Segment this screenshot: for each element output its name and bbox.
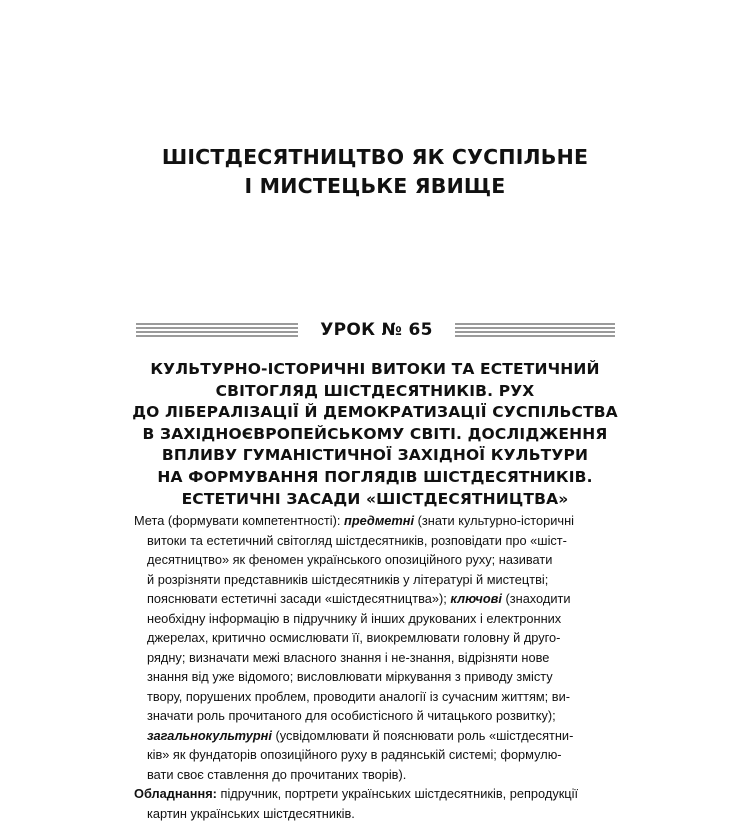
goal-line: необхідну інформацію в підручнику й інших друкованих і електронних xyxy=(147,610,562,626)
lesson-header xyxy=(136,318,615,342)
lesson-topic xyxy=(0,359,750,510)
decorative-rule-left xyxy=(136,323,298,337)
goal-line: й розрізняти представників шістдесятників у літературі й мистецтві; xyxy=(147,571,549,587)
goal-line: витоки та естетичний світогляд шістдесятників, розповідати про «шіст- xyxy=(147,532,567,548)
chapter-title-line-2: І МИСТЕЦЬКЕ ЯВИЩЕ xyxy=(244,174,506,198)
goal-line: твору, порушених проблем, проводити аналогії із сучасним життям; ви- xyxy=(147,688,570,704)
goal-line xyxy=(134,726,624,746)
equipment-text: підручник, портрети українських шістдесятників, репродукції xyxy=(216,786,579,801)
goal-text: (усвідомлювати й пояснювати роль «шістдесятни- xyxy=(271,727,574,743)
goal-line xyxy=(134,511,624,531)
lesson-topic-line-5: ВПЛИВУ ГУМАНІСТИЧНОЇ ЗАХІДНОЇ КУЛЬТУРИ xyxy=(161,446,589,465)
goal-line xyxy=(134,589,624,609)
goal-text: (знаходити xyxy=(501,591,571,606)
goal-line: значати роль прочитаного для особистісного й читацького розвитку); xyxy=(147,708,556,723)
goal-text: пояснювати естетичні засади «шістдесятництва»); xyxy=(147,591,451,606)
lesson-topic-line-3: ДО ЛІБЕРАЛІЗАЦІЇ Й ДЕМОКРАТИЗАЦІЇ СУСПІЛЬСТВА xyxy=(132,403,618,422)
lesson-topic-line-4: В ЗАХІДНОЄВРОПЕЙСЬКОМУ СВІТІ. ДОСЛІДЖЕННЯ xyxy=(142,424,608,443)
chapter-title xyxy=(0,143,750,201)
chapter-title-line-1: ШІСТДЕСЯТНИЦТВО ЯК СУСПІЛЬНЕ xyxy=(161,145,589,169)
equipment-label: Обладнання: xyxy=(134,786,217,801)
goal-line: рядну; визначати межі власного знання і не-знання, відрізняти нове xyxy=(147,649,550,665)
goal-term-key: ключові xyxy=(450,591,502,606)
goal-term-subject: предметні xyxy=(344,513,415,528)
goal-line: знання від уже відомого; висловлювати міркування з приводу змісту xyxy=(147,669,553,684)
lesson-goal-section xyxy=(134,511,624,823)
goal-text: (знати культурно-історичні xyxy=(414,513,574,528)
goal-line: джерелах, критично осмислювати її, виокремлювати головну й друго- xyxy=(147,630,561,645)
decorative-rule-right xyxy=(455,323,615,337)
lesson-topic-line-6: НА ФОРМУВАННЯ ПОГЛЯДІВ ШІСТДЕСЯТНИКІВ. xyxy=(157,467,593,486)
goal-term-cultural: загальнокультурні xyxy=(147,727,272,743)
lesson-number: УРОК № 65 xyxy=(320,320,433,340)
lesson-topic-line-2: СВІТОГЛЯД ШІСТДЕСЯТНИКІВ. РУХ xyxy=(215,381,535,400)
lesson-topic-line-7: ЕСТЕТИЧНІ ЗАСАДИ «ШІСТДЕСЯТНИЦТВА» xyxy=(181,489,569,508)
goal-line: вати своє ставлення до прочитаних творів). xyxy=(147,766,407,782)
equipment-line: картин українських шістдесятників. xyxy=(147,805,355,821)
equipment-line xyxy=(134,784,624,804)
goal-line: ків» як фундаторів опозиційного руху в радянській системі; формулю- xyxy=(147,747,562,762)
goal-line: десятництво» як феномен українського опозиційного руху; називати xyxy=(147,552,553,567)
goal-label: Мета (формувати компетентності): xyxy=(134,513,345,528)
lesson-topic-line-1: КУЛЬТУРНО-ІСТОРИЧНІ ВИТОКИ ТА ЕСТЕТИЧНИЙ xyxy=(150,360,600,378)
